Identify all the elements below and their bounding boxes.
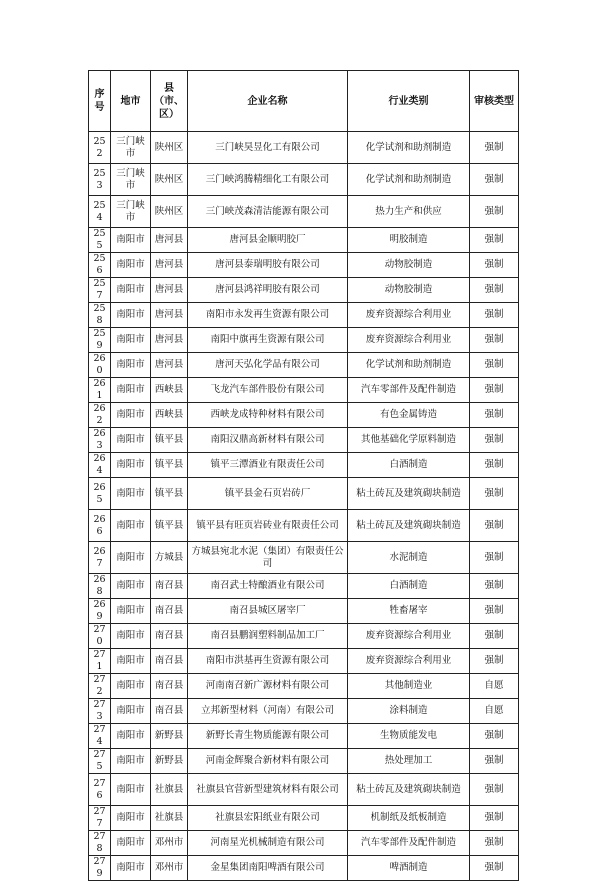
- cell-review-type: 强制: [470, 196, 519, 228]
- table-row: [89, 510, 519, 542]
- cell-no: 253: [89, 164, 111, 196]
- cell-industry: 粘土砖瓦及建筑砌块制造: [348, 510, 470, 542]
- cell-review-type: 强制: [470, 132, 519, 164]
- table-row: [89, 478, 519, 510]
- cell-county: 唐河县: [151, 353, 188, 378]
- cell-industry: 粘土砖瓦及建筑砌块制造: [348, 478, 470, 510]
- cell-county: 西峡县: [151, 378, 188, 403]
- cell-review-type: 强制: [470, 624, 519, 649]
- cell-review-type: 强制: [470, 574, 519, 599]
- cell-city: 南阳市: [111, 428, 151, 453]
- cell-county: 新野县: [151, 724, 188, 749]
- header-review-type: 审核类型: [470, 71, 519, 132]
- cell-review-type: 强制: [470, 253, 519, 278]
- table-row: [89, 278, 519, 303]
- cell-no: 272: [89, 674, 111, 699]
- cell-city: 三门峡市: [111, 132, 151, 164]
- cell-industry: 废弃资源综合利用业: [348, 328, 470, 353]
- cell-industry: 废弃资源综合利用业: [348, 303, 470, 328]
- cell-enterprise: 唐河县泰瑞明胶有限公司: [188, 253, 348, 278]
- header-industry: 行业类别: [348, 71, 470, 132]
- cell-enterprise: 河南星光机械制造有限公司: [188, 831, 348, 856]
- cell-city: 南阳市: [111, 699, 151, 724]
- cell-city: 南阳市: [111, 478, 151, 510]
- cell-county: 邓州市: [151, 831, 188, 856]
- cell-city: 南阳市: [111, 353, 151, 378]
- cell-county: 唐河县: [151, 228, 188, 253]
- table-row: [89, 253, 519, 278]
- cell-city: 三门峡市: [111, 164, 151, 196]
- table-row: [89, 649, 519, 674]
- cell-city: 南阳市: [111, 542, 151, 574]
- table-row: [89, 378, 519, 403]
- cell-city: 南阳市: [111, 749, 151, 774]
- cell-city: 南阳市: [111, 403, 151, 428]
- table-row: [89, 724, 519, 749]
- document-page: [88, 70, 518, 881]
- table-row: [89, 674, 519, 699]
- cell-enterprise: 镇平县金石页岩砖厂: [188, 478, 348, 510]
- cell-city: 南阳市: [111, 378, 151, 403]
- cell-enterprise: 方城县宛北水泥（集团）有限责任公司: [188, 542, 348, 574]
- cell-industry: 废弃资源综合利用业: [348, 624, 470, 649]
- cell-review-type: 强制: [470, 599, 519, 624]
- cell-review-type: 强制: [470, 453, 519, 478]
- cell-county: 唐河县: [151, 328, 188, 353]
- cell-no: 279: [89, 856, 111, 881]
- cell-county: 镇平县: [151, 510, 188, 542]
- cell-review-type: 强制: [470, 164, 519, 196]
- header-city: 地市: [111, 71, 151, 132]
- cell-review-type: 强制: [470, 724, 519, 749]
- cell-enterprise: 南阳中旗再生资源有限公司: [188, 328, 348, 353]
- cell-no: 266: [89, 510, 111, 542]
- cell-city: 南阳市: [111, 649, 151, 674]
- cell-no: 262: [89, 403, 111, 428]
- cell-enterprise: 社旗县官营新型建筑材料有限公司: [188, 774, 348, 806]
- cell-enterprise: 镇平三潭酒业有限责任公司: [188, 453, 348, 478]
- cell-city: 南阳市: [111, 228, 151, 253]
- cell-industry: 啤酒制造: [348, 856, 470, 881]
- cell-city: 南阳市: [111, 624, 151, 649]
- cell-enterprise: 河南金辉聚合新材料有限公司: [188, 749, 348, 774]
- cell-county: 南召县: [151, 599, 188, 624]
- cell-no: 256: [89, 253, 111, 278]
- cell-enterprise: 唐河天弘化学品有限公司: [188, 353, 348, 378]
- cell-review-type: 强制: [470, 378, 519, 403]
- cell-no: 261: [89, 378, 111, 403]
- cell-no: 278: [89, 831, 111, 856]
- cell-enterprise: 金星集团南阳啤酒有限公司: [188, 856, 348, 881]
- cell-county: 陕州区: [151, 164, 188, 196]
- cell-enterprise: 南阳市永发再生资源有限公司: [188, 303, 348, 328]
- cell-review-type: 强制: [470, 856, 519, 881]
- cell-county: 社旗县: [151, 774, 188, 806]
- table-row: [89, 353, 519, 378]
- cell-no: 257: [89, 278, 111, 303]
- cell-enterprise: 南阳市洪基再生资源有限公司: [188, 649, 348, 674]
- cell-industry: 动物胶制造: [348, 278, 470, 303]
- cell-enterprise: 社旗县宏阳纸业有限公司: [188, 806, 348, 831]
- table-row: [89, 749, 519, 774]
- cell-review-type: 强制: [470, 428, 519, 453]
- cell-review-type: 强制: [470, 403, 519, 428]
- cell-city: 南阳市: [111, 724, 151, 749]
- cell-no: 274: [89, 724, 111, 749]
- cell-county: 南召县: [151, 649, 188, 674]
- cell-review-type: 强制: [470, 228, 519, 253]
- cell-industry: 其他制造业: [348, 674, 470, 699]
- table-row: [89, 574, 519, 599]
- cell-city: 南阳市: [111, 510, 151, 542]
- table-row: [89, 599, 519, 624]
- cell-industry: 热力生产和供应: [348, 196, 470, 228]
- table-row: [89, 831, 519, 856]
- cell-no: 267: [89, 542, 111, 574]
- cell-county: 社旗县: [151, 806, 188, 831]
- table-header-row: [89, 71, 519, 132]
- cell-no: 254: [89, 196, 111, 228]
- cell-no: 275: [89, 749, 111, 774]
- cell-industry: 化学试剂和助剂制造: [348, 164, 470, 196]
- header-no: 序号: [89, 71, 111, 132]
- table-row: [89, 164, 519, 196]
- cell-enterprise: 唐河县金顺明胶厂: [188, 228, 348, 253]
- table-row: [89, 453, 519, 478]
- cell-no: 258: [89, 303, 111, 328]
- cell-industry: 明胶制造: [348, 228, 470, 253]
- cell-city: 三门峡市: [111, 196, 151, 228]
- cell-review-type: 强制: [470, 542, 519, 574]
- table-row: [89, 856, 519, 881]
- cell-industry: 涂料制造: [348, 699, 470, 724]
- cell-review-type: 强制: [470, 478, 519, 510]
- table-body: [89, 132, 519, 881]
- cell-county: 唐河县: [151, 253, 188, 278]
- cell-enterprise: 飞龙汽车部件股份有限公司: [188, 378, 348, 403]
- cell-industry: 生物质能发电: [348, 724, 470, 749]
- cell-industry: 白酒制造: [348, 574, 470, 599]
- cell-no: 271: [89, 649, 111, 674]
- table-row: [89, 699, 519, 724]
- cell-review-type: 强制: [470, 353, 519, 378]
- cell-review-type: 强制: [470, 831, 519, 856]
- table-row: [89, 132, 519, 164]
- cell-county: 方城县: [151, 542, 188, 574]
- cell-review-type: 强制: [470, 510, 519, 542]
- cell-enterprise: 三门峡昊昱化工有限公司: [188, 132, 348, 164]
- cell-county: 南召县: [151, 574, 188, 599]
- cell-industry: 动物胶制造: [348, 253, 470, 278]
- table-row: [89, 403, 519, 428]
- cell-enterprise: 南阳汉鼎高新材料有限公司: [188, 428, 348, 453]
- cell-city: 南阳市: [111, 599, 151, 624]
- cell-industry: 水泥制造: [348, 542, 470, 574]
- header-county: 县（市、区）: [151, 71, 188, 132]
- cell-county: 镇平县: [151, 478, 188, 510]
- cell-review-type: 强制: [470, 328, 519, 353]
- cell-county: 镇平县: [151, 428, 188, 453]
- cell-county: 唐河县: [151, 278, 188, 303]
- cell-industry: 汽车零部件及配件制造: [348, 378, 470, 403]
- cell-city: 南阳市: [111, 278, 151, 303]
- cell-no: 270: [89, 624, 111, 649]
- cell-no: 264: [89, 453, 111, 478]
- cell-enterprise: 新野长青生物质能源有限公司: [188, 724, 348, 749]
- cell-enterprise: 西峡龙成特种材料有限公司: [188, 403, 348, 428]
- cell-industry: 废弃资源综合利用业: [348, 649, 470, 674]
- cell-industry: 白酒制造: [348, 453, 470, 478]
- cell-industry: 机制纸及纸板制造: [348, 806, 470, 831]
- table-row: [89, 328, 519, 353]
- cell-county: 陕州区: [151, 132, 188, 164]
- table-row: [89, 303, 519, 328]
- cell-review-type: 强制: [470, 649, 519, 674]
- table-row: [89, 428, 519, 453]
- cell-no: 252: [89, 132, 111, 164]
- cell-industry: 其他基础化学原料制造: [348, 428, 470, 453]
- cell-county: 唐河县: [151, 303, 188, 328]
- cell-no: 269: [89, 599, 111, 624]
- cell-review-type: 强制: [470, 774, 519, 806]
- cell-review-type: 自愿: [470, 674, 519, 699]
- cell-no: 273: [89, 699, 111, 724]
- table-row: [89, 624, 519, 649]
- cell-city: 南阳市: [111, 253, 151, 278]
- cell-county: 西峡县: [151, 403, 188, 428]
- enterprise-table: [88, 70, 519, 881]
- cell-industry: 化学试剂和助剂制造: [348, 132, 470, 164]
- cell-review-type: 强制: [470, 278, 519, 303]
- cell-county: 南召县: [151, 674, 188, 699]
- cell-county: 新野县: [151, 749, 188, 774]
- cell-enterprise: 三门峡茂森清洁能源有限公司: [188, 196, 348, 228]
- cell-review-type: 自愿: [470, 699, 519, 724]
- table-row: [89, 196, 519, 228]
- table-row: [89, 774, 519, 806]
- cell-enterprise: 镇平县有旺页岩砖业有限责任公司: [188, 510, 348, 542]
- cell-industry: 汽车零部件及配件制造: [348, 831, 470, 856]
- cell-county: 南召县: [151, 699, 188, 724]
- cell-industry: 有色金属铸造: [348, 403, 470, 428]
- cell-no: 263: [89, 428, 111, 453]
- cell-county: 镇平县: [151, 453, 188, 478]
- cell-city: 南阳市: [111, 674, 151, 699]
- cell-industry: 化学试剂和助剂制造: [348, 353, 470, 378]
- cell-county: 邓州市: [151, 856, 188, 881]
- cell-no: 260: [89, 353, 111, 378]
- table-row: [89, 806, 519, 831]
- cell-enterprise: 唐河县鸿祥明胶有限公司: [188, 278, 348, 303]
- cell-no: 277: [89, 806, 111, 831]
- cell-review-type: 强制: [470, 303, 519, 328]
- cell-city: 南阳市: [111, 806, 151, 831]
- cell-no: 259: [89, 328, 111, 353]
- table-row: [89, 228, 519, 253]
- cell-enterprise: 立邦新型材料（河南）有限公司: [188, 699, 348, 724]
- cell-review-type: 强制: [470, 806, 519, 831]
- cell-city: 南阳市: [111, 453, 151, 478]
- cell-city: 南阳市: [111, 574, 151, 599]
- cell-no: 276: [89, 774, 111, 806]
- cell-city: 南阳市: [111, 856, 151, 881]
- cell-county: 陕州区: [151, 196, 188, 228]
- cell-enterprise: 南召武士特酿酒业有限公司: [188, 574, 348, 599]
- header-enterprise: 企业名称: [188, 71, 348, 132]
- cell-industry: 热处理加工: [348, 749, 470, 774]
- cell-no: 268: [89, 574, 111, 599]
- cell-no: 265: [89, 478, 111, 510]
- cell-enterprise: 河南南召新广源材料有限公司: [188, 674, 348, 699]
- cell-city: 南阳市: [111, 328, 151, 353]
- cell-industry: 粘土砖瓦及建筑砌块制造: [348, 774, 470, 806]
- cell-city: 南阳市: [111, 831, 151, 856]
- cell-industry: 牲畜屠宰: [348, 599, 470, 624]
- cell-county: 南召县: [151, 624, 188, 649]
- cell-review-type: 强制: [470, 749, 519, 774]
- cell-enterprise: 南召县鹏润塑料制品加工厂: [188, 624, 348, 649]
- cell-no: 255: [89, 228, 111, 253]
- table-row: [89, 542, 519, 574]
- cell-city: 南阳市: [111, 774, 151, 806]
- cell-enterprise: 三门峡鸿腾精细化工有限公司: [188, 164, 348, 196]
- cell-city: 南阳市: [111, 303, 151, 328]
- cell-enterprise: 南召县城区屠宰厂: [188, 599, 348, 624]
